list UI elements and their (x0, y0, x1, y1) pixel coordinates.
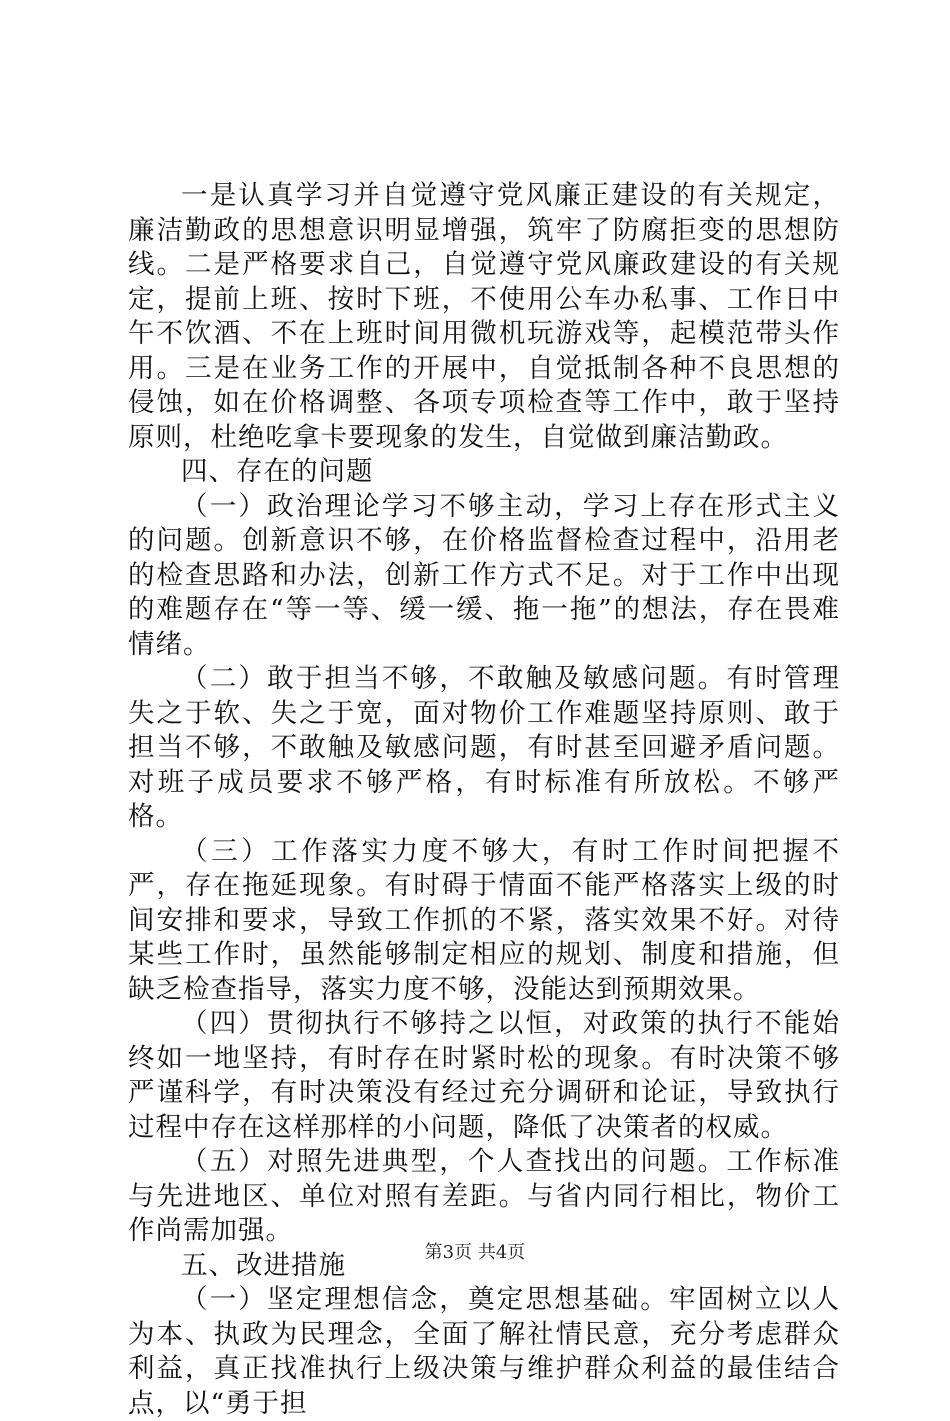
paragraph-problem-1: （一）政治理论学习不够主动，学习上存在形式主义的问题。创新意识不够，在价格监督检查过程中，沿用老的检查思路和办法，创新工作方式不足。对于工作中出现的难题存在“等一等、缓一缓、拖一拖”的想法，存在畏难情绪。 (128, 490, 840, 660)
paragraph-problem-4: （四）贯彻执行不够持之以恒，对政策的执行不能始终如一地坚持，有时存在时紧时松的现象。有时决策不够严谨科学，有时决策没有经过充分调研和论证，导致执行过程中存在这样那样的小问题，降低了决策者的权威。 (128, 1008, 840, 1143)
section-heading-problems: 四、存在的问题 (181, 456, 374, 487)
document-body (128, 179, 840, 1421)
paragraph-improvement-1: （一）坚定理想信念，奠定思想基础。牢固树立以人为本、执政为民理念，全面了解社情民意，充分考虑群众利益，真正找准执行上级决策与维护群众利益的最佳结合点，以“勇于担 (128, 1284, 840, 1419)
page-number-footer: 第3页 共4页 (424, 1242, 526, 1263)
paragraph-problem-2: （二）敢于担当不够，不敢触及敏感问题。有时管理失之于软、失之于宽，面对物价工作难题坚持原则、敢于担当不够，不敢触及敏感问题，有时甚至回避矛盾问题。对班子成员要求不够严格，有时标准有所放松。不够严格。 (128, 663, 840, 832)
paragraph-problem-5: （五）对照先进典型，个人查找出的问题。工作标准与先进地区、单位对照有差距。与省内同行相比，物价工作尚需加强。 (128, 1146, 840, 1246)
paragraph-problem-3: （三）工作落实力度不够大，有时工作时间把握不严，存在拖延现象。有时碍于情面不能严格落实上级的时间安排和要求，导致工作抓的不紧，落实效果不好。对待某些工作时，虽然能够制定相应的规划、制度和措施，但缺乏检查指导，落实力度不够，没能达到预期效果。 (128, 835, 840, 1005)
paragraph-clean-governance: 一是认真学习并自觉遵守党风廉正建设的有关规定，廉洁勤政的思想意识明显增强，筑牢了防腐拒变的思想防线。二是严格要求自己，自觉遵守党风廉政建设的有关规定，提前上班、按时下班，不使用公车办私事、工作日中午不饮酒、不在上班时间用微机玩游戏等，起模范带头作用。三是在业务工作的开展中，自觉抵制各种不良思想的侵蚀，如在价格调整、各项专项检查等工作中，敢于坚持原则，杜绝吃拿卡要现象的发生，自觉做到廉洁勤政。 (128, 180, 840, 453)
section-heading-improvements: 五、改进措施 (181, 1249, 346, 1281)
